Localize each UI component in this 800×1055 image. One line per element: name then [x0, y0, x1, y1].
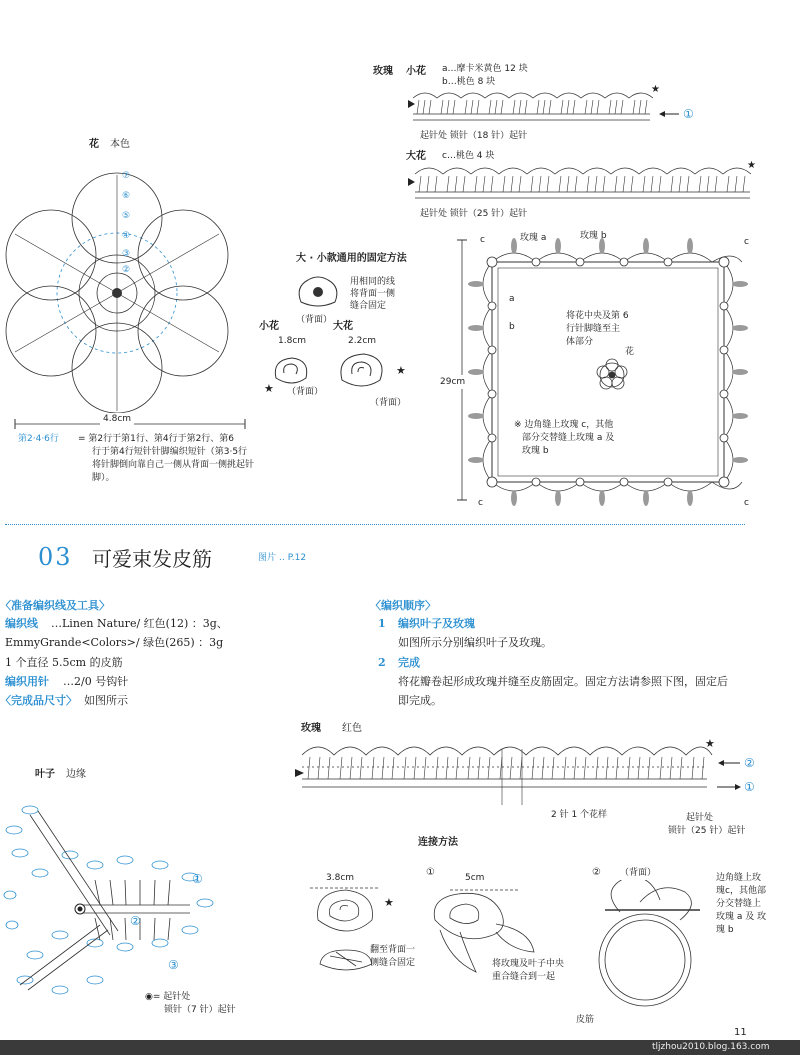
rose-title: 玫瑰	[373, 66, 393, 77]
step2-title: 完成	[398, 656, 420, 669]
small-rose-caption: 起针处 锁针（18 针）起针	[420, 131, 528, 141]
svg-text:②: ②	[122, 265, 131, 275]
svg-text:②: ②	[130, 914, 141, 928]
section-divider	[5, 524, 745, 525]
square-letter-a: a	[509, 294, 515, 304]
leaf-start-1: ◉= 起针处	[145, 992, 191, 1002]
svg-text:⑦: ⑦	[122, 171, 131, 181]
start-caption-1: 起针处	[686, 813, 714, 823]
svg-text:①: ①	[683, 107, 694, 121]
yarn-value: …Linen Nature/ 红色(12) ：3g、	[51, 617, 228, 630]
square-letter-c-br: c	[744, 498, 749, 508]
square-layout-diagram	[452, 230, 752, 510]
svg-text:②: ②	[744, 756, 755, 770]
page-number: 11	[734, 1027, 747, 1038]
svg-text:③: ③	[168, 958, 179, 972]
flower-note-line-1: = 第2行于第1行、第4行于第2行、第6	[78, 434, 235, 444]
join-size-1: 3.8cm	[326, 873, 355, 883]
square-center-note-3: 体部分	[566, 337, 594, 347]
svg-text:⑤: ⑤	[122, 211, 131, 221]
join-step1-marker: ①	[426, 867, 435, 878]
small-back-label: （背面）	[287, 387, 324, 397]
svg-text:①: ①	[192, 872, 203, 886]
svg-text:⑥: ⑥	[122, 191, 131, 201]
bottom-rose-color: 红色	[342, 723, 362, 734]
svg-text:★: ★	[651, 84, 660, 95]
flower-note-line-3: 将针脚倒向靠自己一侧从背面一侧挑起针	[92, 460, 255, 470]
fix-title: 大 · 小款通用的固定方法	[296, 253, 407, 264]
corner-note-4: 玫瑰 a 及 玫	[716, 912, 767, 922]
square-corner-note-2: 部分交替缝上玫瑰 a 及	[522, 433, 615, 443]
square-rose-b-label: 玫瑰 b	[580, 231, 607, 241]
join-diagrams	[300, 880, 720, 1020]
square-letter-c-tr: c	[744, 237, 749, 247]
start-caption-2: 锁针（25 针）起针	[668, 826, 746, 836]
yarn-label: 编织线	[5, 617, 38, 630]
leaf-chart	[0, 785, 240, 1005]
flower-width: 4.8cm	[100, 413, 134, 425]
svg-text:★: ★	[747, 160, 756, 171]
flower-note-key: 第2·4·6行	[18, 434, 59, 444]
small-rose-chart	[405, 84, 705, 134]
bottom-rose-label: 玫瑰	[301, 723, 321, 734]
fix-back-label: （背面）	[296, 315, 333, 325]
large-back-label: （背面）	[370, 398, 407, 408]
join-note-1: 将玫瑰及叶子中央	[492, 959, 565, 969]
large-flower-label: 大花	[333, 321, 353, 332]
fix-note-1: 用相同的线	[350, 277, 396, 287]
flower-label: 花	[89, 139, 99, 150]
svg-text:★: ★	[396, 364, 406, 377]
watermark: tljzhou2010.blog.163.com	[652, 1042, 770, 1052]
svg-text:★: ★	[705, 737, 715, 750]
svg-text:③: ③	[122, 249, 131, 259]
fix-note-2: 将背面一侧	[350, 289, 396, 299]
small-rose-b: b…桃色 8 块	[442, 77, 496, 87]
hook-value: …2/0 号钩针	[63, 675, 129, 688]
fold-note-1: 翻至背面一	[370, 945, 416, 955]
leaf-color: 边缘	[66, 769, 86, 780]
join-title: 连接方法	[418, 837, 458, 848]
step2-text-1: 将花瓣卷起形成玫瑰并缝至皮筋固定。固定方法请参照下图，固定后	[398, 675, 728, 688]
order-heading: 〈编织顺序〉	[370, 599, 436, 612]
small-flower-label: 小花	[259, 321, 279, 332]
svg-text:④: ④	[122, 231, 131, 241]
band-note: 1 个直径 5.5cm 的皮筋	[5, 656, 123, 669]
flower-back-icon	[293, 272, 343, 312]
square-corner-note-1: ※ 边角缝上玫瑰 c，其他	[514, 420, 614, 430]
section-title: 可爱束发皮筋	[92, 547, 212, 571]
fold-note-2: 侧缝合固定	[370, 958, 416, 968]
square-flower-label: 花	[625, 347, 635, 357]
photo-ref: 图片 ‥ P.12	[258, 553, 307, 563]
step2-num: 2	[378, 656, 386, 669]
prep-heading: 〈准备编织线及工具〉	[0, 599, 110, 612]
step1-text: 如图所示分别编织叶子及玫瑰。	[398, 636, 552, 649]
yarn-value-2: EmmyGrande<Colors>/ 绿色(265) ：3g	[5, 636, 224, 649]
corner-note-2: 瑰c，其他部	[716, 886, 766, 896]
large-rose-c: c…桃色 4 块	[442, 151, 495, 161]
fix-note-3: 缝合固定	[350, 301, 387, 311]
square-center-note-2: 行针脚缝至主	[566, 324, 621, 334]
flower-note-line-4: 脚）。	[92, 473, 115, 483]
size-heading: 〈完成品尺寸〉	[0, 694, 77, 707]
corner-note-5: 瑰 b	[716, 925, 734, 935]
hook-label: 编织用针	[5, 675, 49, 688]
large-rose-caption: 起针处 锁针（25 针）起针	[420, 209, 528, 219]
section-number: 03	[38, 543, 73, 571]
bottom-rose-chart	[292, 735, 762, 815]
join-step2-marker: ②	[592, 867, 601, 878]
large-rose-title: 大花	[406, 151, 426, 162]
square-letter-b: b	[509, 322, 515, 332]
leaf-start-2: 锁针（7 针）起针	[164, 1005, 236, 1015]
small-rose-a: a…摩卡米黄色 12 块	[442, 64, 528, 74]
flower-diagram	[0, 160, 245, 425]
svg-text:★: ★	[264, 382, 274, 395]
corner-note-1: 边角缝上玫	[716, 873, 762, 883]
rose-small-large-icons	[262, 348, 412, 398]
repeat-caption: 2 针 1 个花样	[551, 810, 608, 820]
step1-num: 1	[378, 617, 386, 630]
square-letter-c-tl: c	[480, 235, 485, 245]
join-note-2: 重合缝合到一起	[492, 972, 556, 982]
leaf-label: 叶子	[35, 769, 55, 780]
join-size-2: 5cm	[465, 873, 485, 883]
large-size: 2.2cm	[348, 336, 377, 346]
corner-note-3: 分交替缝上	[716, 899, 762, 909]
small-rose-title: 小花	[406, 66, 426, 77]
square-corner-note-3: 玫瑰 b	[522, 446, 549, 456]
square-rose-a-label: 玫瑰 a	[520, 233, 547, 243]
square-letter-c-bl: c	[478, 498, 483, 508]
square-center-note-1: 将花中央及第 6	[566, 311, 629, 321]
size-value: 如图所示	[84, 694, 128, 707]
large-rose-chart	[405, 160, 770, 210]
svg-text:①: ①	[744, 780, 755, 794]
flower-color: 本色	[110, 139, 130, 150]
band-label: 皮筋	[576, 1015, 595, 1025]
step1-title: 编织叶子及玫瑰	[398, 617, 475, 630]
small-size: 1.8cm	[278, 336, 307, 346]
svg-text:★: ★	[384, 896, 394, 909]
square-height: 29cm	[440, 377, 466, 387]
step2-text-2: 即完成。	[398, 694, 442, 707]
flower-note-line-2: 行于第4行短针针脚编织短针（第3·5行	[92, 447, 248, 457]
join-back-label: （背面）	[620, 868, 657, 878]
